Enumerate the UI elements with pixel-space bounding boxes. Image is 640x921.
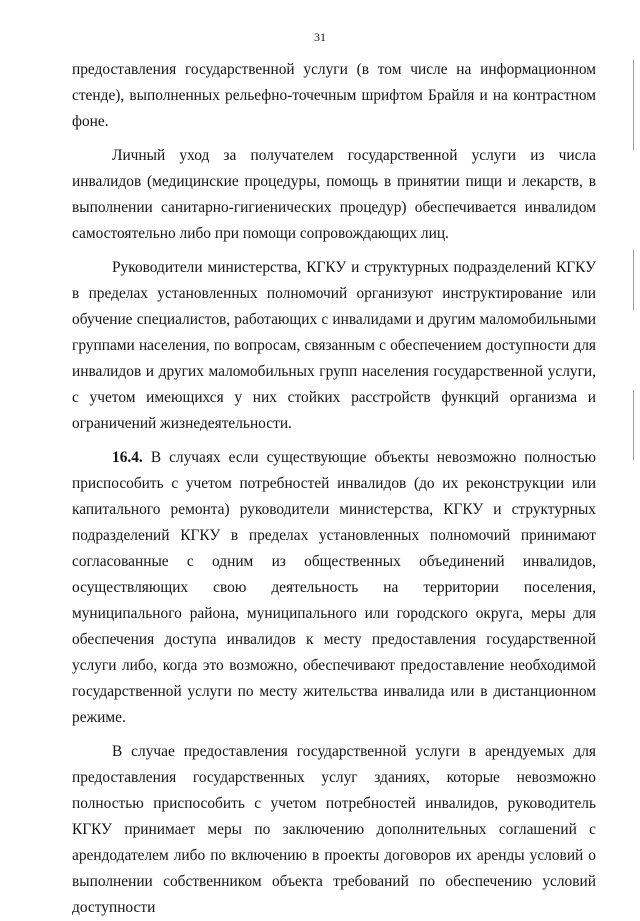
document-body	[72, 57, 596, 921]
paragraph-text: предоставления государственной услуги (в том числе на информационном стенде), выполненных рельефно-точечным шрифтом Брайля и на контрастном фоне.	[72, 61, 596, 130]
paragraph-rented-buildings	[72, 739, 596, 921]
scan-edge-mark	[633, 390, 634, 460]
paragraph-text: В случаях если существующие объекты невозможно полностью приспособить с учетом потребностей инвалидов (до их реконструкции или капитального ремонта) руководители министерства, КГКУ и структурных подразделений КГКУ в пределах установленных полномочий принимают согласованные с одним из общественных объединений инвалидов, осуществляющих свою деятельность на территории поселения, муниципального района, муниципального или городского округа, меры для обеспечения доступа инвалидов к месту предоставления государственной услуги либо, когда это возможно, обеспечивают предоставление необходимой государственной услуги по месту жительства инвалида или в дистанционном режиме.	[72, 449, 596, 726]
paragraph-text: В случае предоставления государственной услуги в арендуемых для предоставления государственных услуг зданиях, которые невозможно полностью приспособить с учетом потребностей инвалидов, руководитель КГКУ принимает меры по заключению дополнительных соглашений с арендодателем либо по включению в проекты договоров их аренды условий о выполнении собственником объекта требований по обеспечению условий доступности	[72, 743, 596, 916]
section-number: 16.4.	[112, 449, 143, 466]
paragraph-staff-training	[72, 255, 596, 437]
paragraph-text: Руководители министерства, КГКУ и структурных подразделений КГКУ в пределах установленных полномочий организуют инструктирование или обучение специалистов, работающих с инвалидами и другим маломобильными группами населения, по вопросам, связанным с обеспечением доступности для инвалидов и других маломобильных групп населения государственной услуги, с учетом имеющихся у них стойких расстройств функций организма и ограничений жизнедеятельности.	[72, 259, 596, 432]
paragraph-section-16-4	[72, 445, 596, 731]
page-number: 31	[314, 30, 326, 44]
scan-edge-mark	[633, 250, 634, 310]
paragraph-braille	[72, 57, 596, 135]
paragraph-text: Личный уход за получателем государственной услуги из числа инвалидов (медицинские процедуры, помощь в принятии пищи и лекарств, в выполнении санитарно-гигиенических процедур) обеспечивается инвалидом самостоятельно либо при помощи сопровождающих лиц.	[72, 147, 596, 242]
scan-edge-mark	[633, 60, 634, 150]
paragraph-personal-care	[72, 143, 596, 247]
